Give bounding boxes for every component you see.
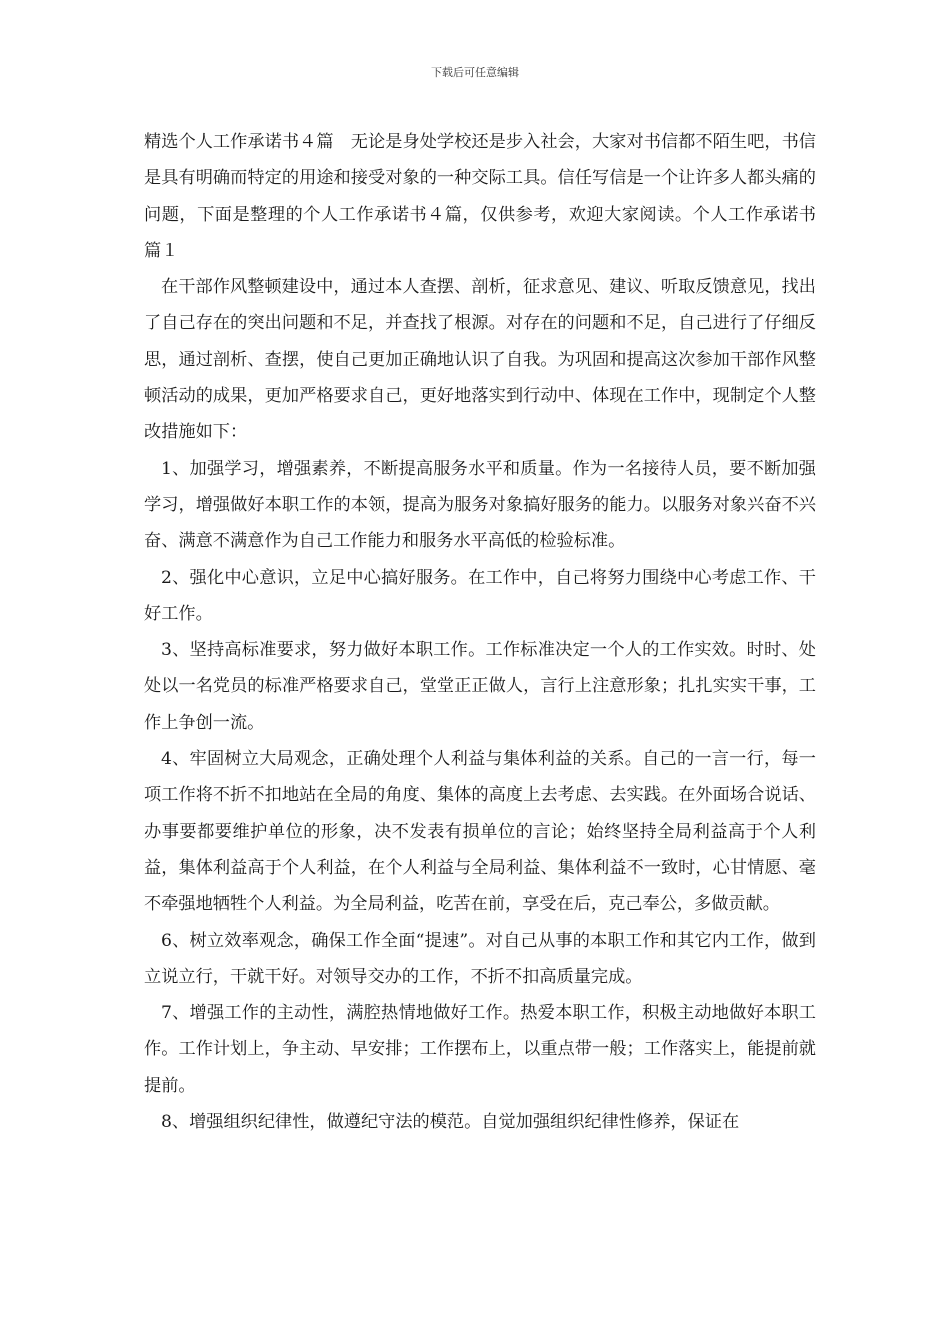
paragraph-item-3: 3、坚持高标准要求，努力做好本职工作。工作标准决定一个人的工作实效。时时、处处以一名党员的标准严格要求自己，堂堂正正做人，言行上注意形象；扎扎实实干事，工作上争创一流。 [144, 640, 816, 733]
paragraph-item-4: 4、牢固树立大局观念，正确处理个人利益与集体利益的关系。自己的一言一行，每一项工作将不折不扣地站在全局的角度、集体的高度上去考虑、去实践。在外面场合说话、办事要都要维护单位的形象，决不发表有损单位的言论；始终坚持全局利益高于个人利益，集体利益高于个人利益，在个人利益与全局利益、集体利益不一致时，心甘情愿、毫不牵强地牺牲个人利益。为全局利益，吃苦在前，享受在后，克己奉公，多做贡献。 [144, 749, 816, 915]
paragraph-intro: 精选个人工作承诺书４篇 无论是身处学校还是步入社会，大家对书信都不陌生吧，书信是具有明确而特定的用途和接受对象的一种交际工具。信任写信是一个让许多人都头痛的问题，下面是整理的个人工作承诺书４篇，仅供参考，欢迎大家阅读。个人工作承诺书 篇１ [144, 132, 816, 261]
paragraph-item-7: 7、增强工作的主动性，满腔热情地做好工作。热爱本职工作，积极主动地做好本职工作。工作计划上，争主动、早安排；工作摆布上，以重点带一般；工作落实上，能提前就提前。 [144, 1003, 816, 1096]
document-body [144, 124, 816, 1140]
paragraph-item-1: 1、加强学习，增强素养，不断提高服务水平和质量。作为一名接待人员，要不断加强学习，增强做好本职工作的本领，提高为服务对象搞好服务的能力。以服务对象兴奋不兴奋、满意不满意作为自己工作能力和服务水平高低的检验标准。 [144, 458, 816, 552]
paragraph-item-2: 2、强化中心意识，立足中心搞好服务。在工作中，自己将努力围绕中心考虑工作、干好工作。 [144, 567, 816, 624]
paragraph-item-6: 6、树立效率观念，确保工作全面“提速”。对自己从事的本职工作和其它内工作，做到立说立行，干就干好。对领导交办的工作，不折不扣高质量完成。 [144, 930, 816, 987]
page-header: 下载后可任意编辑 [431, 66, 519, 79]
paragraph-preface: 在干部作风整顿建设中，通过本人查摆、剖析，征求意见、建议、听取反馈意见，找出了自己存在的突出问题和不足，并查找了根源。对存在的问题和不足，自己进行了仔细反思，通过剖析、查摆，使自己更加正确地认识了自我。为巩固和提高这次参加干部作风整顿活动的成果，更加严格要求自己，更好地落实到行动中、体现在工作中，现制定个人整改措施如下： [144, 277, 816, 443]
paragraph-item-8: 8、增强组织纪律性，做遵纪守法的模范。自觉加强组织纪律性修养，保证在 [161, 1112, 740, 1133]
